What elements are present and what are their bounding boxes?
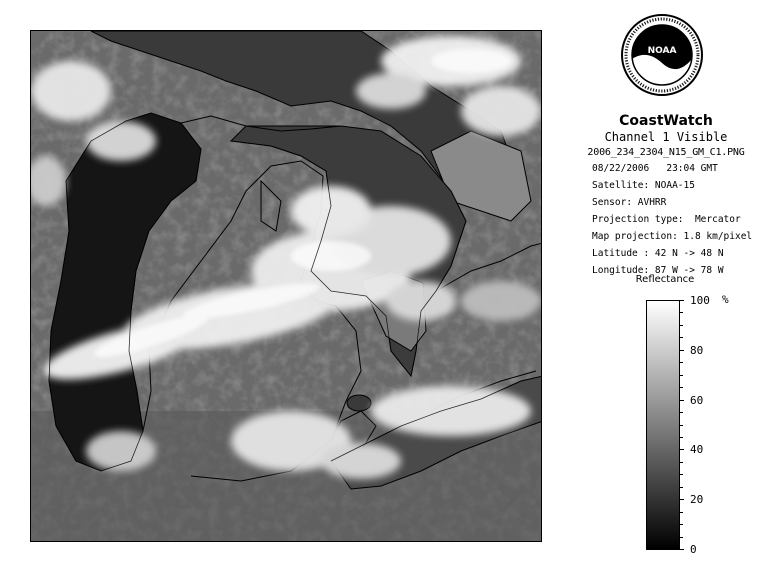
colorbar-tick	[680, 425, 683, 426]
map-projection-label: Map projection: 1.8 km/pixel	[592, 231, 753, 242]
colorbar-tick	[680, 300, 684, 301]
colorbar-tick	[680, 462, 683, 463]
satellite-image-great-lakes	[31, 31, 542, 542]
colorbar-ticks	[680, 294, 750, 556]
colorbar-tick-label: 80	[690, 343, 704, 357]
colorbar-tick	[680, 325, 683, 326]
colorbar-tick-label: 40	[690, 443, 704, 457]
colorbar-tick	[680, 312, 683, 313]
sensor-label: Sensor: AVHRR	[592, 197, 667, 208]
reflectance-colorbar	[646, 300, 680, 550]
colorbar-tick	[680, 350, 684, 351]
longitude-label: Longitude: 87 W -> 78 W	[592, 265, 724, 276]
colorbar-tick	[680, 437, 683, 438]
colorbar-tick-label: 100	[690, 294, 710, 307]
latitude-label: Latitude : 42 N -> 48 N	[592, 248, 724, 259]
colorbar-tick	[680, 537, 683, 538]
colorbar-tick	[680, 362, 683, 363]
satellite-label: Satellite: NOAA-15	[592, 180, 695, 191]
colorbar-tick	[680, 524, 683, 525]
colorbar-tick	[680, 474, 683, 475]
satellite-map	[30, 30, 542, 542]
colorbar-tick-label: 60	[690, 393, 704, 407]
colorbar-tick	[680, 512, 683, 513]
datetime-label: 08/22/2006 23:04 GMT	[592, 163, 718, 174]
filename-label: 2006_234_2304_N15_GM_C1.PNG	[587, 147, 745, 158]
colorbar-tick	[680, 375, 683, 376]
colorbar-tick	[680, 549, 684, 550]
colorbar-tick-label: 0	[690, 543, 697, 556]
unit-label: %	[722, 293, 729, 306]
channel-label: Channel 1 Visible	[604, 130, 728, 144]
colorbar-tick	[680, 387, 683, 388]
colorbar-tick	[680, 499, 684, 500]
colorbar-tick	[680, 400, 684, 401]
noaa-logo-label: NOAA	[647, 46, 677, 56]
noaa-logo	[620, 13, 704, 97]
app-title: CoastWatch	[619, 113, 713, 129]
colorbar-tick	[680, 487, 683, 488]
colorbar-tick	[680, 412, 683, 413]
scale-title: Reflectance	[635, 274, 695, 285]
colorbar-tick-label: 20	[690, 493, 704, 507]
colorbar-tick	[680, 337, 683, 338]
projection-type-label: Projection type: Mercator	[592, 214, 741, 225]
colorbar-tick	[680, 449, 684, 450]
